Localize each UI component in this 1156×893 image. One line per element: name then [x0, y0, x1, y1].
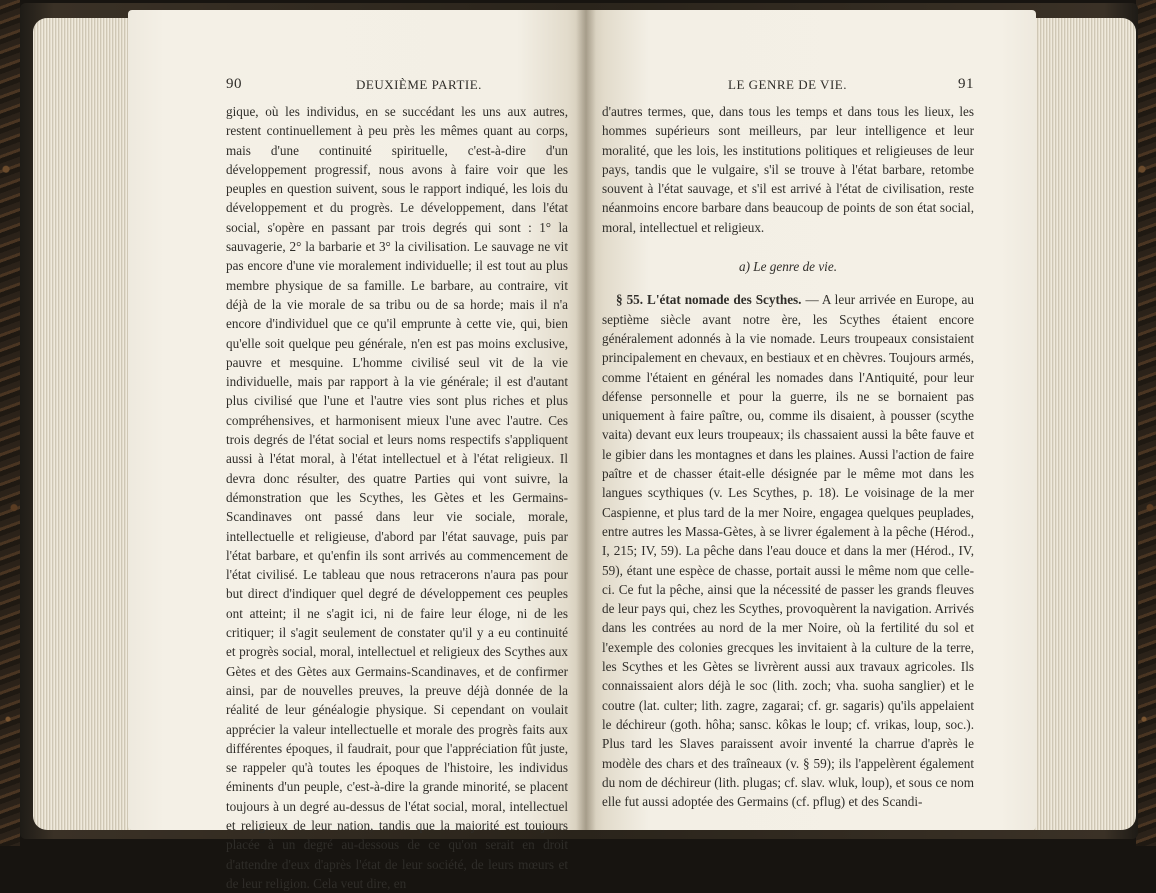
book-gutter	[576, 10, 596, 830]
right-page-number: 91	[958, 76, 974, 92]
left-page-number: 90	[226, 76, 242, 92]
section-text: — A leur arrivée en Europe, au septième siècle avant notre ère, les Scythes étaient encore généralement adonnés à la vie nomade. Leurs troupeaux consistaient principalement en chevaux, en bestiaux et en chèvres. Toujours armés, comme l'étaient en général les nomades dans l'Antiquité, pour leur défense personnelle et pour la guerre, ils ne se bornaient pas uniquement à faire paître, ou, comme ils disaient, à pousser (scythe vaita) devant eux leurs troupeaux; ils chassaient aussi la bête fauve et le gibier dans les montagnes et dans les plaines. Aussi l'action de faire paître et de chasser était-elle désignée par le même mot dans les langues scythiques (v. Les Scythes, p. 18). Le voisinage de la mer Caspienne, et plus tard de la mer Noire, engagea quelques peuplades, entre autres les Massa-Gètes, à se livrer également à la pêche (Hérod., I, 215; IV, 59). La pêche dans l'eau douce et dans la mer (Hérod., IV, 59), étant une espèce de chasse, portait aussi le même nom que celle-ci. Ce fut la pêche, ainsi que la nécessité de passer les grands fleuves de leur pays qui, chez les Scythes, provoquèrent la navigation. Arrivés dans les contrées au nord de la mer Noire, où la fertilité du sol et l'exemple des colonies grecques les invitaient à la culture de la terre, les Scythes et les Gètes se livrèrent aussi aux travaux agricoles. Ils connaissaient alors déjà le soc (lith. zoch; vha. suoha sanglier) et le coutre (lat. culter; lith. zagre, zagarai; cf. gr. sagaris) qu'ils appelaient le déchireur (goth. hôha; sansc. kôkas le loup; cf. vrikas, loup, soc.). Plus tard les Slaves paraissent avoir inventé la charrue d'après le modèle des chars et des traîneaux (v. § 59); ils l'appelèrent également du nom de déchireur (lith. plugas; cf. slav. wluk, loup), et sous ce nom elle fut aussi adoptée des Germains (cf. pflug) et des Scandi-	[602, 292, 974, 810]
subheading: a) Le genre de vie.	[738, 259, 837, 275]
left-page	[128, 10, 586, 891]
left-page-header	[226, 76, 568, 93]
page-edges-right	[1030, 18, 1136, 830]
left-running-head: DEUXIÈME PARTIE.	[356, 77, 482, 92]
marbled-cover-right	[1136, 0, 1156, 846]
right-intro-paragraph: d'autres termes, que, dans tous les temps et dans tous les lieux, les hommes supérieurs sont meilleurs, par leur intelligence et leur moralité, que les lois, les institutions politiques et religieuses de leur pays, tandis que le vulgaire, s'il se trouve à l'état barbare, retombe souvent à l'état sauvage, et s'il est arrivé à l'état de civilisation, reste néanmoins encore barbare dans beaucoup de points de son état social, moral, intellectuel et religieux.	[602, 104, 974, 235]
right-page	[586, 10, 1036, 830]
left-page-body	[226, 102, 568, 893]
right-running-head: LE GENRE DE VIE.	[728, 77, 847, 92]
page-edges-left	[33, 18, 133, 830]
left-body-paragraph: gique, où les individus, en se succédant les uns aux autres, restent continuellement à peu près les mêmes quant au corps, mais d'une continuité spirituelle, c'est-à-dire d'un développement progressif, nous avons à faire voir que les peuples en question suivent, sous le rapport indiqué, les lois du développement et du progrès. Le développement, dans l'état social, s'opère en passant par trois degrés qui sont : 1° la sauvagerie, 2° la barbarie et 3° la civilisation. Le sauvage ne vit pas encore d'une vie moralement individuelle; il est tout au plus membre physique de sa famille. Le barbare, au contraire, vit déjà de la vie morale de sa tribu ou de sa horde; mais il n'a encore d'individuel que ce qu'il emprunte à cette vie, qui, bien qu'elle soit quelque peu générale, n'en est pas moins exclusive, pauvre et mesquine. L'homme civilisé seul vit de la vie individuelle, mais par rapport à la vie générale; il est d'autant plus civilisé que l'une et l'autre vies sont plus riches et plus compréhensives, et harmonisent mieux l'une avec l'autre. Ces trois degrés de l'état social et leurs noms respectifs s'appliquent aussi à l'état moral, à l'état intellectuel et à l'état religieux. Il devra donc résulter, des quatre Parties qui vont suivre, la démonstration que les Scythes, les Gètes et les Germains-Scandinaves ont passé dans leur vie sociale, morale, intellectuelle et religieuse, d'abord par l'état sauvage, puis par l'état barbare, et qu'enfin ils sont arrivés au commencement de l'état civilisé. Le tableau que nous retracerons n'aura pas pour but direct d'indiquer quel degré de développement ces peuples ont atteint; il ne s'agit ici, ni de faire leur éloge, ni de les critiquer; il s'agit seulement de constater qu'il y a eu continuité et progrès social, moral, intellectuel et religieux des Scythes aux Gètes et des Gètes aux Germains-Scandinaves, et de confirmer ainsi, par de nouvelles preuves, la preuve déjà donnée de la réalité de leur généalogie physique. Si cependant on voulait apprécier la valeur intellectuelle et morale des progrès faits aux différentes époques, il faudrait, pour que l'appréciation fût juste, se rappeler qu'à toutes les époques de l'histoire, les individus éminents d'un peuple, c'est-à-dire la grande minorité, se placent toujours à un degré au-dessus de l'état social, moral, intellectuel et religieux de leur nation, tandis que la majorité est toujours placée à un degré au-dessous de ce qu'on serait en droit d'attendre d'eux d'après l'état de leur société, de leurs mœurs et de leur religion. Cela veut dire, en	[226, 104, 568, 891]
marbled-cover-left	[0, 0, 20, 846]
section-title: § 55. L'état nomade des Scythes.	[616, 292, 802, 308]
right-page-body	[602, 102, 974, 811]
section-paragraph	[602, 290, 974, 811]
